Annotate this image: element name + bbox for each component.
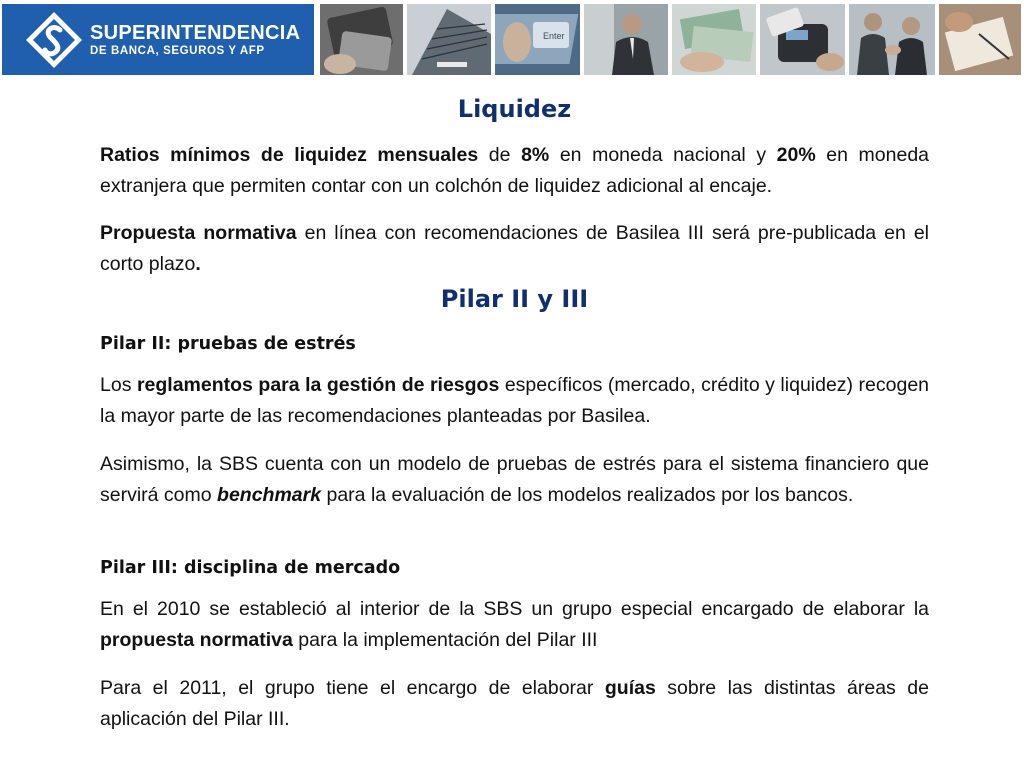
bold-text: guías (604, 677, 656, 699)
text: sobre las distintas áreas de aplicación del Pilar III. (100, 677, 929, 730)
text: en línea con recomendaciones de Basilea III será pre-publicada en el corto plazo (100, 222, 929, 275)
pilar-title: Pilar II y III (440, 285, 589, 313)
card-terminal-photo (760, 4, 845, 75)
text: Los (100, 374, 137, 396)
money-photo (672, 4, 756, 75)
text: de (478, 144, 522, 166)
bold-italic-text: benchmark (217, 483, 322, 506)
text: Asimismo, la SBS cuenta con un modelo de pruebas de estrés para el sistema financiero que servirá como (100, 453, 929, 506)
building-photo (407, 4, 491, 75)
sbs-logo (2, 4, 314, 75)
text: en moneda nacional y (549, 144, 777, 166)
text: para la evaluación de los modelos realizados por los bancos. (321, 483, 854, 506)
text: para la implementación del Pilar III (292, 628, 598, 651)
text: en moneda extranjera que permiten contar con un colchón de liquidez adicional al encaje. (100, 144, 930, 197)
paragraph-reglamentos (100, 370, 929, 431)
paragraph-ratios (100, 140, 929, 201)
header-banner (0, 0, 1024, 78)
businessman-photo (584, 4, 668, 75)
bold-text: propuesta normativa (100, 628, 293, 651)
sbs-diamond-icon (24, 10, 84, 70)
keyboard-photo (495, 4, 580, 75)
bold-text: 20% (776, 144, 816, 166)
credit-card-photo (320, 4, 403, 75)
paragraph-propuesta (100, 218, 929, 279)
meeting-photo (939, 4, 1021, 75)
paragraph-guias (100, 673, 929, 734)
text: En el 2010 se estableció al interior de la SBS un grupo especial encargado de elaborar la (100, 598, 929, 620)
pilar2-subtitle: Pilar II: pruebas de estrés (100, 334, 356, 354)
bold-text: reglamentos para la gestión de riesgos (136, 374, 500, 396)
handshake-photo (849, 4, 935, 75)
bold-text: Ratios mínimos de liquidez mensuales (100, 144, 479, 166)
bold-text: 8% (521, 144, 550, 166)
liquidez-title: Liquidez (457, 95, 572, 123)
pilar3-subtitle: Pilar III: disciplina de mercado (100, 558, 401, 578)
paragraph-grupo-especial (100, 594, 929, 655)
logo-subtitle: DE BANCA, SEGUROS Y AFP (90, 44, 265, 57)
text: específicos (mercado, crédito y liquidez) recogen la mayor parte de las recomendaciones planteadas por Basilea. (100, 374, 930, 427)
bold-text: . (195, 252, 201, 275)
svg-text:Enter: Enter (543, 31, 565, 41)
logo-title: SUPERINTENDENCIA (90, 21, 301, 44)
text: Para el 2011, el grupo tiene el encargo de elaborar (100, 677, 605, 699)
paragraph-asimismo (100, 449, 929, 510)
bold-text: Propuesta normativa (100, 222, 297, 244)
